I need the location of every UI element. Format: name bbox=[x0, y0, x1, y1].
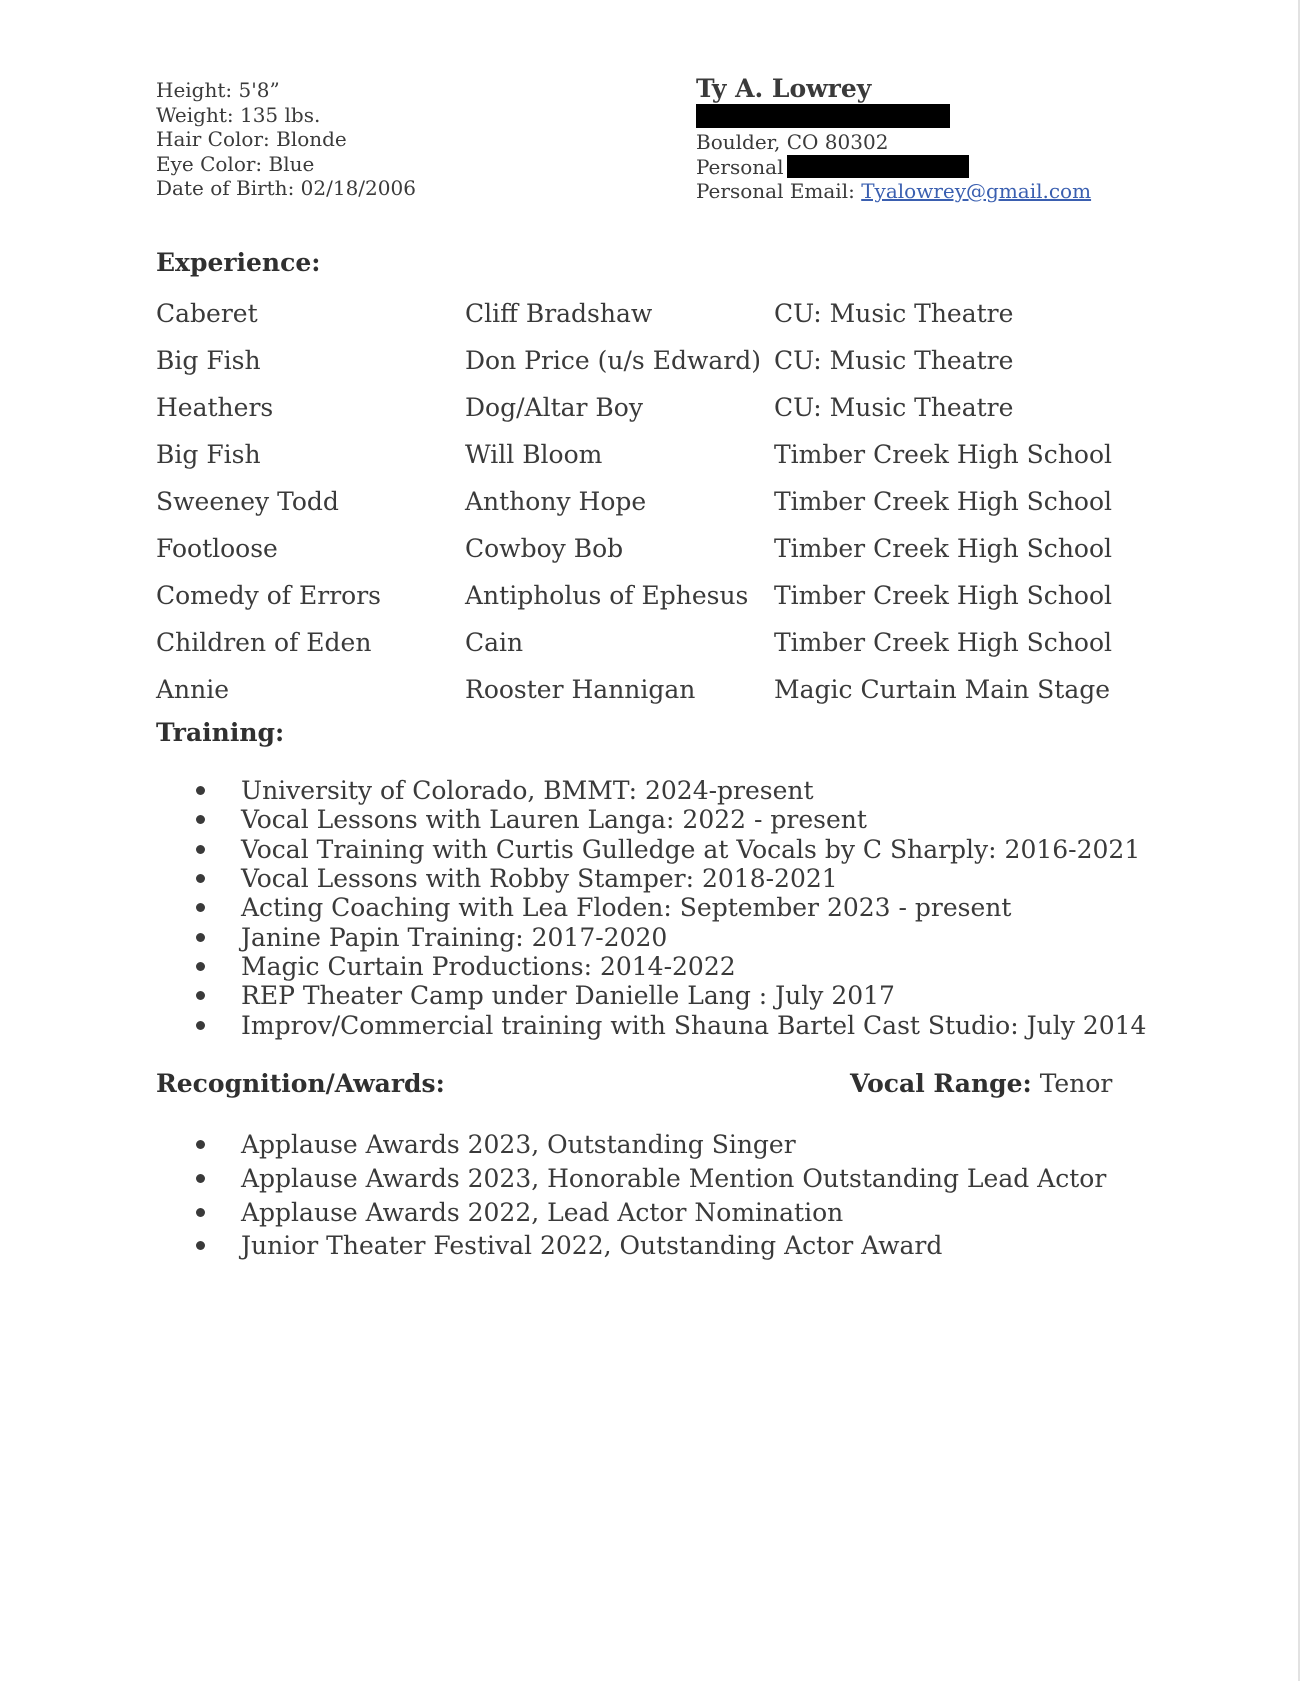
experience-table bbox=[156, 290, 1116, 713]
experience-row bbox=[156, 572, 1116, 619]
city-text: Boulder, CO 80302 bbox=[696, 130, 889, 154]
training-item bbox=[188, 952, 1146, 981]
role-name: Dog/Altar Boy bbox=[465, 393, 643, 422]
experience-row bbox=[156, 290, 1116, 337]
award-item-text: Junior Theater Festival 2022, Outstanding Actor Award bbox=[241, 1231, 943, 1261]
experience-row bbox=[156, 525, 1116, 572]
bullet-icon bbox=[196, 1140, 205, 1149]
award-item-text: Applause Awards 2023, Honorable Mention Outstanding Lead Actor bbox=[241, 1164, 1107, 1194]
show-title: Children of Eden bbox=[156, 628, 372, 657]
experience-row bbox=[156, 619, 1116, 666]
training-item-text: Improv/Commercial training with Shauna Bartel Cast Studio: July 2014 bbox=[241, 1010, 1147, 1040]
company-name: Timber Creek High School bbox=[774, 581, 1113, 610]
contact-block bbox=[696, 74, 1091, 204]
award-item bbox=[188, 1195, 1106, 1229]
role-name: Rooster Hannigan bbox=[465, 675, 696, 704]
bullet-icon bbox=[196, 1241, 205, 1250]
company-name: CU: Music Theatre bbox=[774, 346, 1014, 375]
role-name: Don Price (u/s Edward) bbox=[465, 346, 761, 375]
training-item bbox=[188, 776, 1146, 805]
experience-row bbox=[156, 337, 1116, 384]
role-name: Cliff Bradshaw bbox=[465, 299, 653, 328]
email-label: Personal Email: bbox=[696, 179, 862, 203]
vocal-range-value: Tenor bbox=[1039, 1069, 1113, 1098]
address-line bbox=[696, 104, 1091, 130]
training-item bbox=[188, 835, 1146, 864]
bullet-icon bbox=[196, 815, 205, 824]
physical-stats bbox=[156, 78, 416, 201]
email-link[interactable]: Tyalowrey@gmail.com bbox=[861, 179, 1092, 203]
redacted-phone bbox=[787, 155, 969, 178]
personal-label: Personal bbox=[696, 154, 784, 179]
email-line bbox=[696, 179, 1091, 204]
show-title: Sweeney Todd bbox=[156, 487, 339, 516]
page-edge-line bbox=[1298, 0, 1300, 1681]
personal-phone-line bbox=[696, 155, 1091, 180]
show-title: Heathers bbox=[156, 393, 274, 422]
training-item-text: REP Theater Camp under Danielle Lang : July 2017 bbox=[241, 981, 895, 1011]
awards-list bbox=[188, 1128, 1106, 1263]
hair-color-text: Hair Color: Blonde bbox=[156, 127, 347, 151]
bullet-icon bbox=[196, 845, 205, 854]
training-item-text: Acting Coaching with Lea Floden: September 2023 - present bbox=[241, 893, 1012, 923]
redacted-address bbox=[696, 104, 950, 128]
bullet-icon bbox=[196, 1208, 205, 1217]
bullet-icon bbox=[196, 874, 205, 883]
role-name: Cowboy Bob bbox=[465, 534, 624, 563]
actor-name: Ty A. Lowrey bbox=[696, 74, 872, 103]
experience-row bbox=[156, 666, 1116, 713]
vocal-range bbox=[850, 1069, 1112, 1098]
weight-text: Weight: 135 lbs. bbox=[156, 102, 321, 127]
show-title: Caberet bbox=[156, 299, 258, 328]
awards-heading: Recognition/Awards: bbox=[156, 1069, 445, 1098]
vocal-range-label: Vocal Range: bbox=[850, 1069, 1032, 1098]
training-item-text: Vocal Training with Curtis Gulledge at Vocals by C Sharply: 2016-2021 bbox=[241, 834, 1141, 864]
bullet-icon bbox=[196, 1174, 205, 1183]
training-item-text: Vocal Lessons with Robby Stamper: 2018-2021 bbox=[241, 864, 838, 894]
company-name: Timber Creek High School bbox=[774, 534, 1113, 563]
company-name: CU: Music Theatre bbox=[774, 393, 1014, 422]
show-title: Comedy of Errors bbox=[156, 581, 381, 610]
training-item bbox=[188, 1010, 1146, 1039]
training-item bbox=[188, 922, 1146, 951]
training-item bbox=[188, 864, 1146, 893]
award-item bbox=[188, 1162, 1106, 1196]
training-item bbox=[188, 805, 1146, 834]
training-item-text: Janine Papin Training: 2017-2020 bbox=[241, 922, 668, 952]
award-item-text: Applause Awards 2023, Outstanding Singer bbox=[241, 1130, 796, 1160]
eye-color-text: Eye Color: Blue bbox=[156, 151, 315, 176]
company-name: Timber Creek High School bbox=[774, 487, 1113, 516]
bullet-icon bbox=[196, 991, 205, 1000]
bullet-icon bbox=[196, 903, 205, 912]
role-name: Cain bbox=[465, 628, 524, 657]
award-item bbox=[188, 1128, 1106, 1162]
date-of-birth-text: Date of Birth: 02/18/2006 bbox=[156, 176, 416, 200]
training-item-text: Vocal Lessons with Lauren Langa: 2022 - present bbox=[241, 805, 867, 835]
experience-row bbox=[156, 478, 1116, 525]
company-name: Timber Creek High School bbox=[774, 628, 1113, 657]
bullet-icon bbox=[196, 962, 205, 971]
show-title: Big Fish bbox=[156, 440, 261, 469]
experience-row bbox=[156, 384, 1116, 431]
award-item-text: Applause Awards 2022, Lead Actor Nomination bbox=[241, 1197, 844, 1227]
show-title: Big Fish bbox=[156, 346, 261, 375]
experience-row bbox=[156, 431, 1116, 478]
award-item bbox=[188, 1229, 1106, 1263]
bullet-icon bbox=[196, 786, 205, 795]
show-title: Annie bbox=[156, 675, 230, 704]
show-title: Footloose bbox=[156, 534, 278, 563]
role-name: Antipholus of Ephesus bbox=[465, 581, 749, 610]
training-item bbox=[188, 981, 1146, 1010]
training-list bbox=[188, 776, 1146, 1040]
bullet-icon bbox=[196, 933, 205, 942]
training-item-text: University of Colorado, BMMT: 2024-present bbox=[241, 776, 814, 806]
role-name: Anthony Hope bbox=[465, 487, 647, 516]
training-item-text: Magic Curtain Productions: 2014-2022 bbox=[241, 951, 736, 981]
bullet-icon bbox=[196, 1021, 205, 1030]
training-item bbox=[188, 893, 1146, 922]
company-name: Timber Creek High School bbox=[774, 440, 1113, 469]
company-name: CU: Music Theatre bbox=[774, 299, 1014, 328]
height-text: Height: 5'8” bbox=[156, 78, 280, 102]
company-name: Magic Curtain Main Stage bbox=[774, 675, 1111, 704]
experience-heading: Experience: bbox=[156, 248, 321, 277]
role-name: Will Bloom bbox=[465, 440, 603, 469]
training-heading: Training: bbox=[156, 718, 285, 747]
